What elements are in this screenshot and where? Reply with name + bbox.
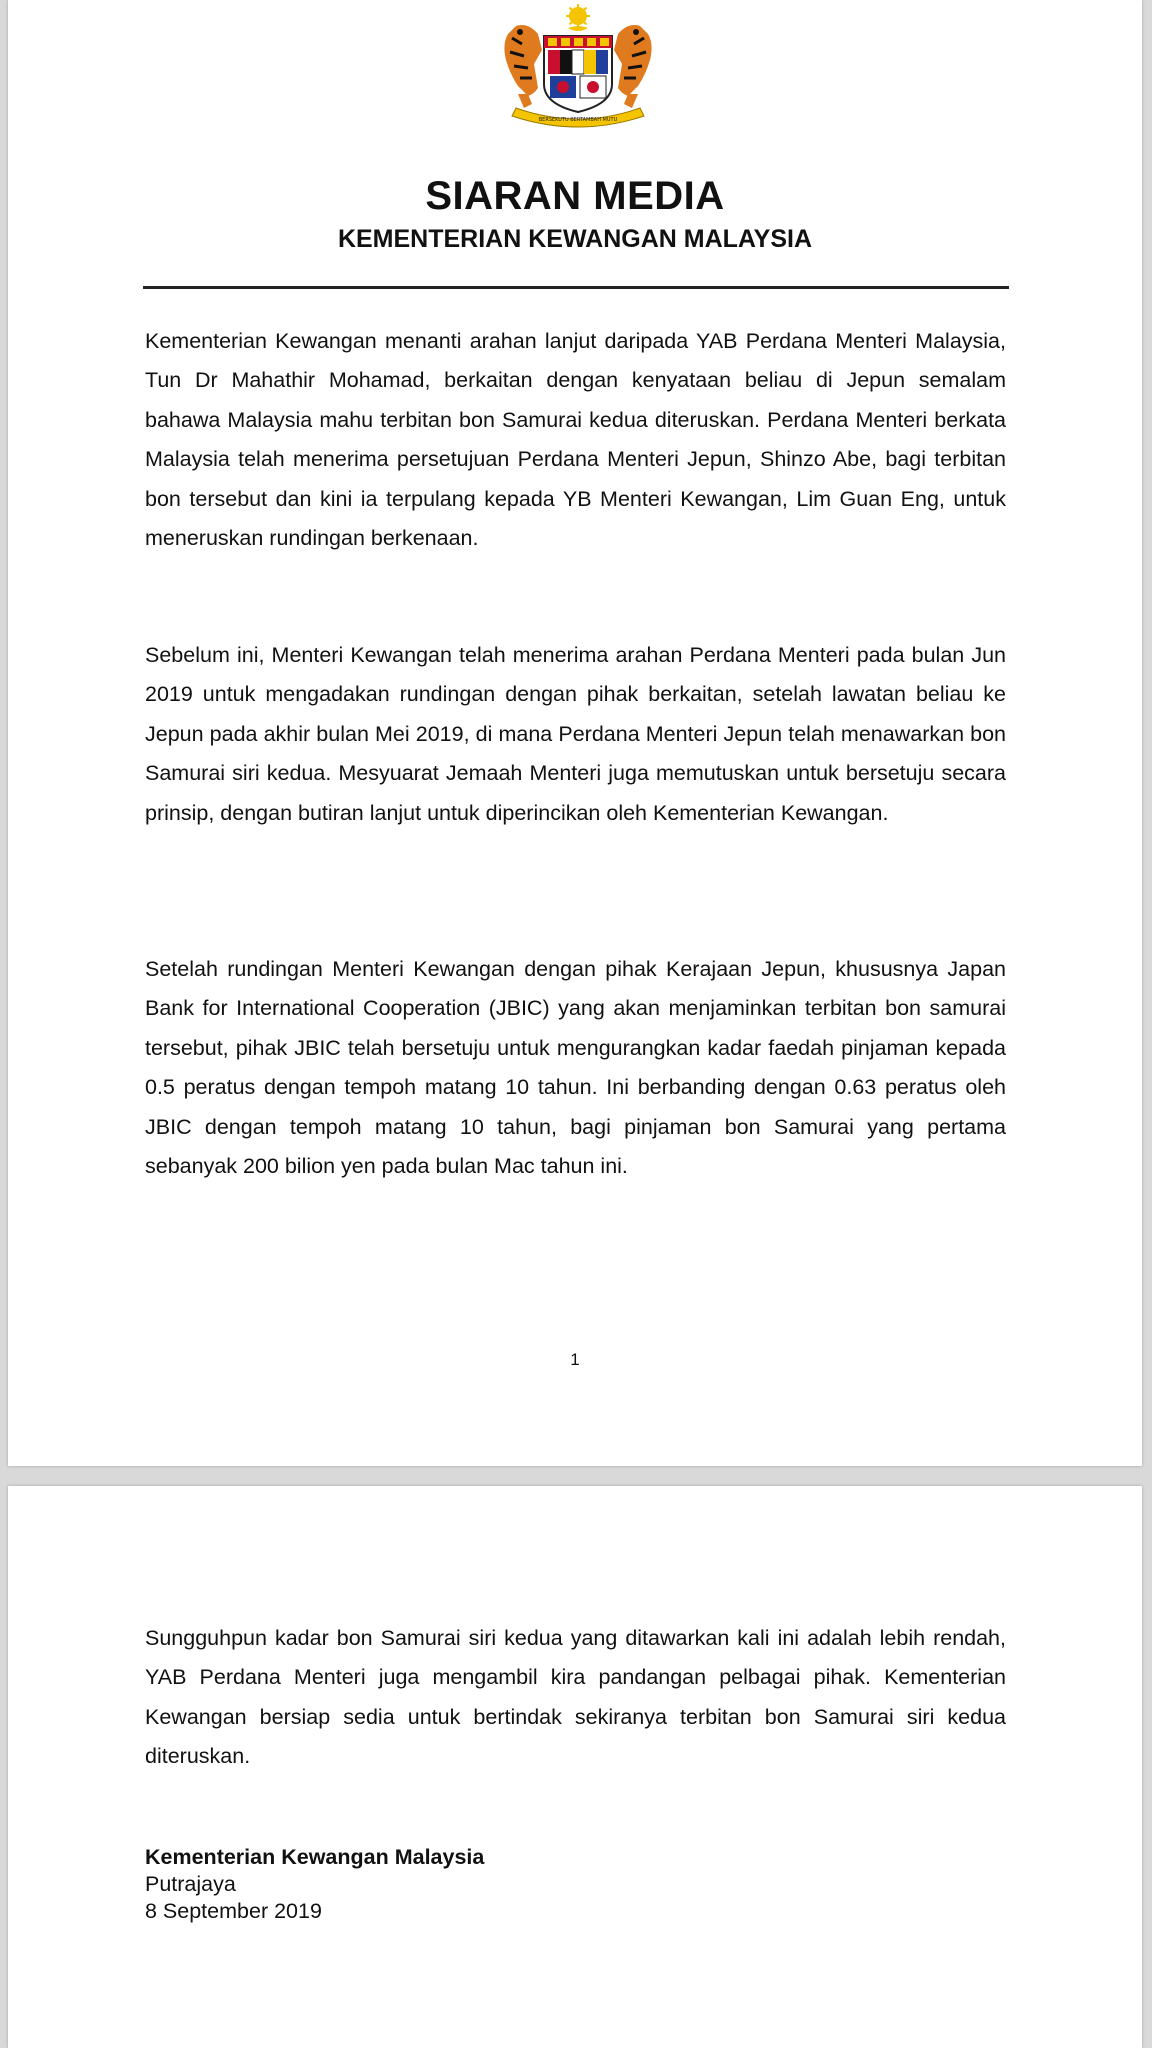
crest-right-tiger (614, 25, 652, 108)
crest-left-tiger (504, 25, 542, 108)
page-title: SIARAN MEDIA (425, 174, 725, 218)
paragraph-3: Setelah rundingan Menteri Kewangan dengan pihak Kerajaan Jepun, khususnya Japan Bank for International Cooperation (JBIC) yang akan menjaminkan terbitan bon samurai tersebut, pihak JBIC telah bersetuju untuk mengurangkan kadar faedah pinjaman kepada 0.5 peratus dengan tempoh matang 10 tahun. Ini berbanding dengan 0.63 peratus oleh JBIC dengan tempoh matang 10 tahun, bagi pinjaman bon Samurai yang pertama sebanyak 200 bilion yen pada bulan Mac tahun ini. (145, 957, 1006, 1179)
document-page-1 (8, 0, 1142, 1466)
signature-place: Putrajaya (145, 1872, 236, 1896)
paragraph-4: Sungguhpun kadar bon Samurai siri kedua yang ditawarkan kali ini adalah lebih rendah, YAB Perdana Menteri juga mengambil kira pandangan pelbagai pihak. Kementerian Kewangan bersiap sedia untuk bertindak sekiranya terbitan bon Samurai siri kedua diteruskan. (145, 1626, 1006, 1769)
ministry-subtitle: KEMENTERIAN KEWANGAN MALAYSIA (337, 225, 813, 253)
signature-date: 8 September 2019 (145, 1899, 322, 1923)
malaysia-coat-of-arms-logo (498, 4, 658, 130)
signature-organisation: Kementerian Kewangan Malaysia (145, 1845, 485, 1869)
crest-motto-text: BERSEKUTU BERTAMBAH MUTU (538, 117, 618, 123)
paragraph-2: Sebelum ini, Menteri Kewangan telah menerima arahan Perdana Menteri pada bulan Jun 2019 untuk mengadakan rundingan dengan pihak berkaitan, setelah lawatan beliau ke Jepun pada akhir bulan Mei 2019, di mana Perdana Menteri Jepun telah menawarkan bon Samurai siri kedua. Mesyuarat Jemaah Menteri juga memutuskan untuk bersetuju secara prinsip, dengan butiran lanjut untuk diperincikan oleh Kementerian Kewangan. (145, 643, 1006, 825)
crest-star (566, 4, 590, 31)
paragraph-1: Kementerian Kewangan menanti arahan lanjut daripada YAB Perdana Menteri Malaysia, Tun Dr Mahathir Mohamad, berkaitan dengan kenyataan beliau di Jepun semalam bahawa Malaysia mahu terbitan bon Samurai kedua diteruskan. Perdana Menteri berkata Malaysia telah menerima persetujuan Perdana Menteri Jepun, Shinzo Abe, bagi terbitan bon tersebut dan kini ia terpulang kepada YB Menteri Kewangan, Lim Guan Eng, untuk meneruskan rundingan berkenaan. (145, 329, 1006, 551)
header-divider (143, 286, 1009, 289)
page-number: 1 (570, 1350, 580, 1369)
crest-shield (544, 36, 612, 112)
document-page-2 (8, 1486, 1142, 2048)
